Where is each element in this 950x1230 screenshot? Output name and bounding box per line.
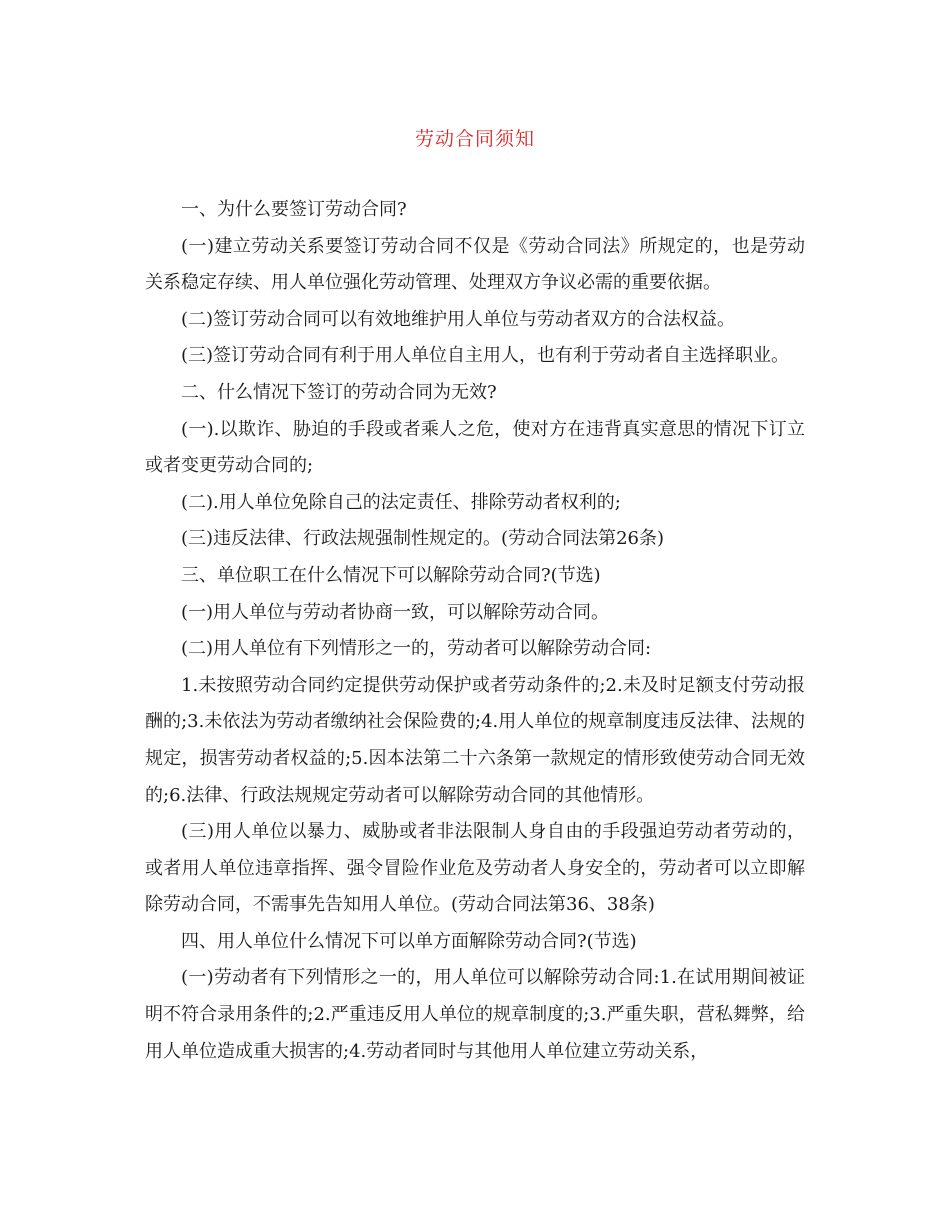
paragraph: (三)用人单位以暴力、威胁或者非法限制人身自由的手段强迫劳动者劳动的，或者用人单位违章指挥、强令冒险作业危及劳动者人身安全的，劳动者可以立即解除劳动合同，不需事先告知用人单位。(劳动合同法第36、38条) [145, 821, 805, 916]
section-2-heading: 二、什么情况下签订的劳动合同为无效? [181, 381, 497, 403]
paragraph: (三)签订劳动合同有利于用人单位自主用人，也有利于劳动者自主选择职业。 [181, 345, 790, 367]
paragraph: (三)违反法律、行政法规强制性规定的。(劳动合同法第26条) [181, 528, 664, 550]
section-1-heading: 一、为什么要签订劳动合同? [181, 199, 407, 220]
paragraph: (二).用人单位免除自己的法定责任、排除劳动者权利的; [181, 491, 621, 513]
paragraph: (二)用人单位有下列情形之一的，劳动者可以解除劳动合同: [181, 638, 652, 660]
document-body [145, 192, 805, 1070]
section-3-heading: 三、单位职工在什么情况下可以解除劳动合同?(节选) [181, 564, 601, 586]
document-title: 劳动合同须知 [414, 128, 535, 150]
paragraph: 1.未按照劳动合同约定提供劳动保护或者劳动条件的;2.未及时足额支付劳动报酬的;3.未依法为劳动者缴纳社会保险费的;4.用人单位的规章制度违反法律、法规的规定，损害劳动者权益的;5.因本法第二十六条第一款规定的情形致使劳动合同无效的;6.法律、行政法规规定劳动者可以解除劳动合同的其他情形。 [145, 674, 805, 806]
paragraph: (一)劳动者有下列情形之一的，用人单位可以解除劳动合同:1.在试用期间被证明不符合录用条件的;2.严重违反用人单位的规章制度的;3.严重失职，营私舞弊，给用人单位造成重大损害的;4.劳动者同时与其他用人单位建立劳动关系， [145, 967, 805, 1062]
paragraph: (二)签订劳动合同可以有效地维护用人单位与劳动者双方的合法权益。 [181, 308, 736, 330]
paragraph: (一).以欺诈、胁迫的手段或者乘人之危，使对方在违背真实意思的情况下订立或者变更劳动合同的; [145, 418, 805, 477]
paragraph: (一)建立劳动关系要签订劳动合同不仅是《劳动合同法》所规定的，也是劳动关系稳定存续、用人单位强化劳动管理、处理双方争议必需的重要依据。 [145, 235, 805, 294]
paragraph: (一)用人单位与劳动者协商一致，可以解除劳动合同。 [181, 601, 610, 623]
section-4-heading: 四、用人单位什么情况下可以单方面解除劳动合同?(节选) [181, 930, 637, 952]
